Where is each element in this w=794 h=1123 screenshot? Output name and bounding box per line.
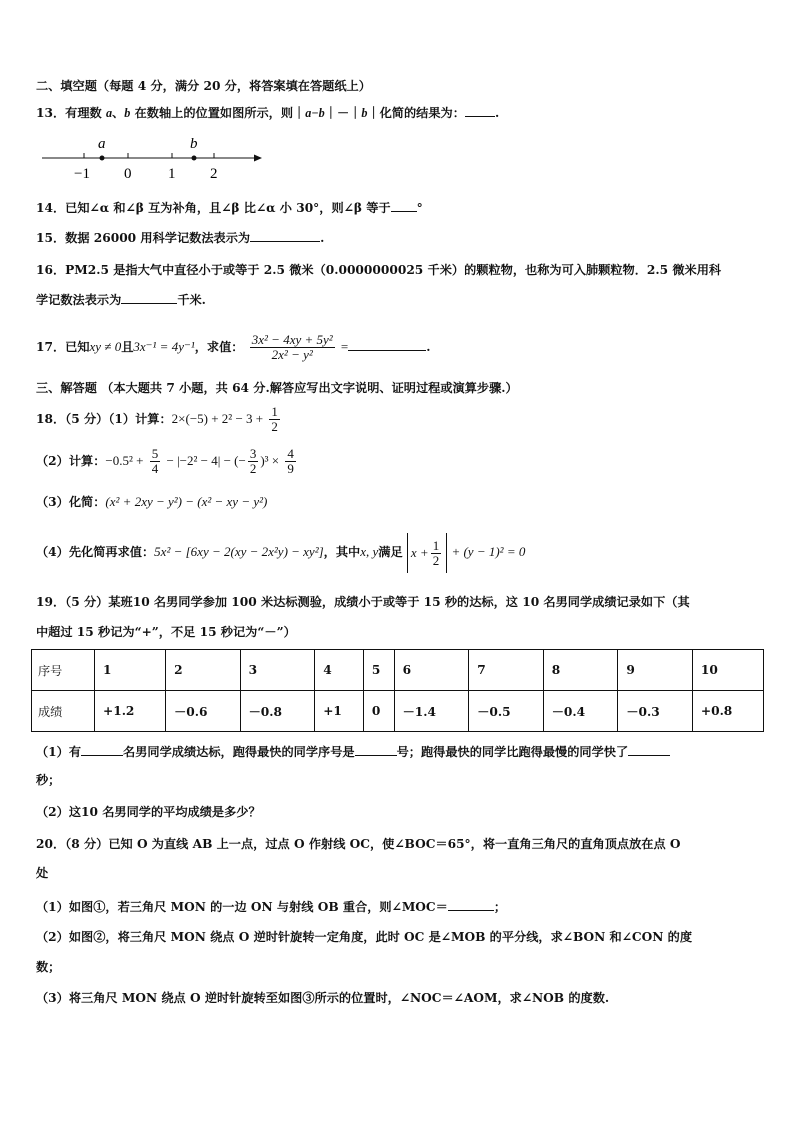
q18-p2-fraction2 <box>248 447 259 476</box>
point-a-label: a <box>98 136 106 152</box>
q13-var-a: a <box>105 106 113 120</box>
q17-denominator: 2x² − y² <box>271 347 313 362</box>
tick-label-1: 1 <box>168 166 176 182</box>
q14-answer-blank <box>391 199 417 212</box>
q17-numerator: 3x² − 4xy + 5y² <box>251 332 333 347</box>
table-cell: 1 <box>95 650 166 691</box>
table-cell: +1.2 <box>95 691 166 732</box>
q14-text: 14．已知∠α 和∠β 互为补角，且∠β 比∠α 小 30°，则∠β 等于 <box>36 201 391 215</box>
question-20-sub3: （3）将三角尺 MON 绕点 O 逆时针旋转至如图③所示的位置时，∠NOC＝∠AOM，求∠NOB 的度数. <box>36 991 610 1005</box>
section-2-heading: 二、填空题（每题 4 分，满分 20 分，将答案填在答题纸上） <box>36 79 371 93</box>
table-cell: －0.4 <box>543 691 618 732</box>
q18-p4-num: 1 <box>432 537 440 553</box>
table-cell: 6 <box>394 650 469 691</box>
q18-p4-abs-a: x + <box>410 544 429 560</box>
table-cell: 8 <box>543 650 618 691</box>
q13-text-a: 13．有理数 <box>36 106 106 120</box>
q18-p2-num2: 3 <box>249 446 257 461</box>
q17-cond2: 3x⁻¹ = 4y⁻¹ <box>133 339 195 354</box>
q18-p4-expr: 5x² − [6xy − 2(xy − 2x²y) − xy²] <box>154 544 324 559</box>
table-cell: 3 <box>240 650 315 691</box>
table-cell: +1 <box>315 691 364 732</box>
q19-sub1-b: 名男同学成绩达标，跑得最快的同学序号是 <box>123 745 355 759</box>
point-b <box>192 156 197 161</box>
question-18-part4 <box>36 532 525 573</box>
table-cell: 9 <box>618 650 693 691</box>
q19-sub1-a: （1）有 <box>36 745 82 759</box>
q16-line2-suffix: 千米. <box>177 293 206 307</box>
q18-p2-den1: 4 <box>151 461 159 476</box>
q18-p2-fraction1 <box>150 447 161 476</box>
table-cell: 2 <box>166 650 241 691</box>
table-cell: 7 <box>469 650 544 691</box>
question-20-sub1 <box>36 898 506 915</box>
q13-text-b: 在数轴上的位置如图所示，则｜ <box>130 106 306 120</box>
q18-p4-mid: ，其中 <box>323 545 361 559</box>
q18-p1-num: 1 <box>271 404 278 419</box>
table-cell: 4 <box>315 650 364 691</box>
question-13 <box>36 104 499 121</box>
question-20-sub2-line1: （2）如图②，将三角尺 MON 绕点 O 逆时针旋转一定角度，此时 OC 是∠MOB 的平分线，求∠BON 和∠CON 的度 <box>36 930 693 944</box>
table-cell: －0.5 <box>469 691 544 732</box>
q17-answer-blank <box>348 338 426 351</box>
q17-cond1: xy ≠ 0 <box>89 339 122 354</box>
score-table <box>31 649 764 732</box>
question-20-line2: 处 <box>36 866 49 880</box>
table-cell: －0.8 <box>240 691 315 732</box>
q13-expr2: b <box>361 106 368 120</box>
q18-p1-den: 2 <box>271 419 278 434</box>
point-b-label: b <box>190 136 198 152</box>
question-19-sub1-cont: 秒； <box>36 773 61 787</box>
q18-p4-fraction <box>431 539 442 568</box>
table-row-label: 成绩 <box>32 691 95 732</box>
q17-equals: = <box>340 339 349 354</box>
q18-p1-fraction <box>269 405 280 434</box>
tick-label-0: 0 <box>124 166 132 182</box>
table-row-label: 序号 <box>32 650 95 691</box>
table-row-ids <box>32 650 764 691</box>
q18-p3-expr: (x² + 2xy − y²) − (x² − xy − y²) <box>105 494 268 509</box>
q17-suffix: . <box>426 340 431 354</box>
q15-text: 15．数据 26000 用科学记数法表示为 <box>36 231 251 245</box>
question-19-line1: 19．（5 分）某班10 名男同学参加 100 米达标测验，成绩小于或等于 15 秒的达标，这 10 名男同学成绩记录如下（其 <box>36 595 690 609</box>
question-18-part1 <box>36 404 282 434</box>
question-16-line1: 16．PM2.5 是指大气中直径小于或等于 2.5 微米（0.0000000025 千米）的颗粒物，也称为可入肺颗粒物．2.5 微米用科 <box>36 263 722 277</box>
q18-p4-absolute-value <box>407 533 447 573</box>
q18-p4-den: 2 <box>432 552 440 568</box>
q17-mid2: ，求值： <box>194 340 244 354</box>
q13-var-b: b <box>124 106 131 120</box>
table-cell: 5 <box>363 650 394 691</box>
q20-answer-blank <box>448 898 494 911</box>
section-3-heading: 三、解答题 （本大题共 7 小题，共 64 分.解答应写出文字说明、证明过程或演算步骤.） <box>36 381 518 395</box>
q18-p2-prefix: （2）计算： <box>36 454 106 468</box>
q16-line2-prefix: 学记数法表示为 <box>36 293 122 307</box>
point-a <box>100 156 105 161</box>
q13-sep: 、 <box>112 106 125 120</box>
q19-blank-3 <box>628 743 670 756</box>
question-14 <box>36 199 423 216</box>
q18-p2-den2: 2 <box>249 461 257 476</box>
table-cell: －1.4 <box>394 691 469 732</box>
question-19-sub1 <box>36 743 670 760</box>
question-18-part2 <box>36 446 298 476</box>
question-20-line1: 20．（8 分）已知 O 为直线 AB 上一点，过点 O 作射线 OC，使∠BOC＝65°，将一直角三角尺的直角顶点放在点 O <box>36 837 681 851</box>
number-line <box>36 132 276 184</box>
q16-answer-blank <box>121 291 177 304</box>
q18-p4-mid2: 满足 <box>378 545 403 559</box>
question-15 <box>36 229 324 246</box>
q15-answer-blank <box>250 229 320 242</box>
question-19-sub2: （2）这10 名男同学的平均成绩是多少？ <box>36 805 261 819</box>
question-20-sub2-line2: 数； <box>36 960 61 974</box>
question-17 <box>36 332 431 362</box>
q18-p2-num1: 5 <box>151 446 159 461</box>
q18-p1-expr: 2×(−5) + 2² − 3 + <box>171 411 264 426</box>
number-line-arrow <box>254 155 262 162</box>
table-cell: 10 <box>692 650 763 691</box>
tick-label-neg1: −1 <box>74 166 90 182</box>
q18-p2-fraction3 <box>285 447 296 476</box>
table-cell: 0 <box>363 691 394 732</box>
q18-p2-expr-c: )³ × <box>260 453 280 468</box>
question-19-line2: 中超过 15 秒记为“+”，不足 15 秒记为“－”） <box>36 625 296 639</box>
tick-label-2: 2 <box>210 166 218 182</box>
q20-sub1-a: （1）如图①，若三角尺 MON 的一边 ON 与射线 OB 重合，则∠MOC＝ <box>36 900 448 914</box>
q13-text-c: ｜－｜ <box>324 106 362 120</box>
question-18-part3 <box>36 494 267 510</box>
q19-blank-1 <box>81 743 123 756</box>
q17-fraction <box>250 333 335 362</box>
q18-p2-num3: 4 <box>287 446 294 461</box>
q18-p2-den3: 9 <box>287 461 294 476</box>
question-16-line2 <box>36 291 206 308</box>
table-row-scores <box>32 691 764 732</box>
q13-answer-blank <box>465 104 495 117</box>
q13-text-e: . <box>494 106 500 120</box>
q18-p4-vars: x, y <box>360 544 379 559</box>
q20-sub1-b: ； <box>493 900 507 914</box>
q17-mid: 且 <box>121 340 134 354</box>
q18-p2-expr-b: − |−2² − 4| − (− <box>166 453 246 468</box>
q18-p2-expr-a: −0.5² + <box>105 453 144 468</box>
q18-p1-prefix: 18．（5 分）（1）计算： <box>36 412 172 426</box>
table-cell: +0.8 <box>692 691 763 732</box>
q19-blank-2 <box>355 743 397 756</box>
q17-prefix: 17．已知 <box>36 340 90 354</box>
q18-p4-prefix: （4）先化简再求值： <box>36 545 155 559</box>
table-cell: －0.3 <box>618 691 693 732</box>
table-cell: －0.6 <box>166 691 241 732</box>
q18-p3-prefix: （3）化简： <box>36 495 106 509</box>
q14-suffix: ° <box>416 201 423 215</box>
q13-expr1: a−b <box>305 106 325 120</box>
q18-p4-tail: + (y − 1)² = 0 <box>451 544 526 559</box>
q19-sub1-c: 号；跑得最快的同学比跑得最慢的同学快了 <box>396 745 629 759</box>
q15-suffix: . <box>320 231 325 245</box>
q13-text-d: ｜化简的结果为： <box>367 106 465 120</box>
